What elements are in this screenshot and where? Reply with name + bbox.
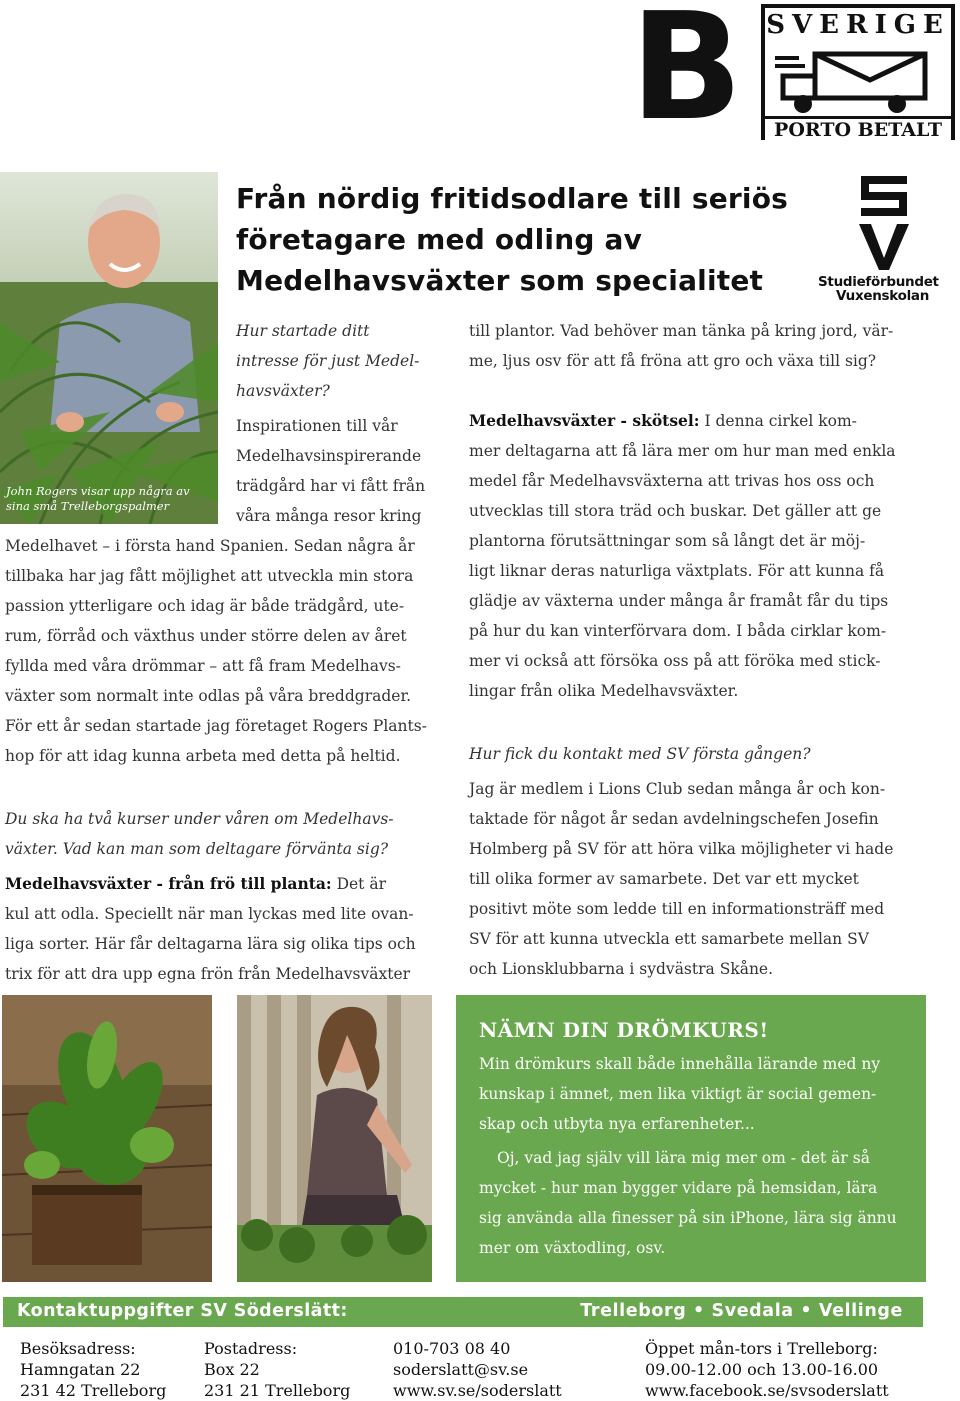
postage-top-text: SVERIGE xyxy=(766,10,950,40)
footer-title: Kontaktuppgifter SV Söderslätt: xyxy=(17,1301,348,1321)
course-2 xyxy=(469,406,896,706)
hours-line: Öppet mån-tors i Trelleborg: xyxy=(645,1339,878,1358)
a1-line: Medelhavsinspirerande xyxy=(236,447,422,465)
a1-line: växter som normalt inte odlas på våra breddgrader. xyxy=(5,687,412,705)
b-logo: B xyxy=(630,0,739,153)
portrait-image xyxy=(0,172,218,524)
course-1-title: Medelhavsväxter - från frö till planta: xyxy=(5,874,332,893)
caption-line: John Rogers visar upp några av xyxy=(6,484,190,498)
q2-line: växter. Vad kan man som deltagare förvänta sig? xyxy=(5,840,389,858)
org-name-line1: Studieförbundet xyxy=(818,274,939,290)
dream-course-p1 xyxy=(479,1049,880,1139)
course-2-line: glädje av växterna under många år framåt får du tips xyxy=(469,592,889,610)
cont-line: till plantor. Vad behöver man tänka på kring jord, vär- xyxy=(469,322,894,340)
website-link[interactable]: www.sv.se/soderslatt xyxy=(393,1381,562,1400)
answer-3 xyxy=(469,774,893,984)
course-2-line: plantorna förutsättningar som så långt det är möj- xyxy=(469,532,866,550)
cont-line: me, ljus osv för att få fröna att gro och växa till sig? xyxy=(469,352,877,370)
org-name-line2: Vuxenskolan xyxy=(836,288,930,304)
course-2-line: mer vi också att försöka oss på att föröka med stick- xyxy=(469,652,881,670)
a3-line: Jag är medlem i Lions Club sedan många år och kon- xyxy=(469,780,886,798)
postal-address xyxy=(204,1338,350,1401)
plant-photo xyxy=(2,995,212,1282)
a3-line: positivt möte som ledde till en informationsträff med xyxy=(469,900,885,918)
postage-truck-icon xyxy=(775,46,941,116)
dream-line: Oj, vad jag själv vill lära mig mer om - det är så xyxy=(497,1149,870,1167)
caption-line: sina små Trelleborgspalmer xyxy=(6,499,170,513)
plant-image xyxy=(2,995,212,1282)
dream-course-title: NÄMN DIN DRÖMKURS! xyxy=(479,1018,769,1042)
question-3: Hur fick du kontakt med SV första gången? xyxy=(469,745,811,763)
a3-line: taktade för något år sedan avdelningschefen Josefin xyxy=(469,810,879,828)
a1-line: rum, förråd och växthus under större delen av året xyxy=(5,627,407,645)
facebook-link[interactable]: www.facebook.se/svsoderslatt xyxy=(645,1381,889,1400)
course-1-first-text: Det är xyxy=(331,875,386,893)
dream-line: skap och utbyta nya erfarenheter... xyxy=(479,1115,755,1133)
opening-hours xyxy=(645,1338,889,1401)
visit-address xyxy=(20,1338,166,1401)
title-line: företagare med odling av xyxy=(236,223,643,256)
question-2 xyxy=(5,804,394,864)
contact-info xyxy=(393,1338,562,1401)
photo-caption xyxy=(6,484,190,514)
email-link[interactable]: soderslatt@sv.se xyxy=(393,1360,529,1379)
dream-line: mer om växtodling, osv. xyxy=(479,1239,666,1257)
course-1-continued xyxy=(469,316,893,376)
a1-line: För ett år sedan startade jag företaget Rogers Plants- xyxy=(5,717,427,735)
question-1 xyxy=(236,316,419,406)
phone-number[interactable]: 010-703 08 40 xyxy=(393,1339,511,1358)
a3-line: SV för att kunna utveckla ett samarbete mellan SV xyxy=(469,930,869,948)
gardener-image xyxy=(237,995,432,1282)
a3-line: och Lionsklubbarna i sydvästra Skåne. xyxy=(469,960,774,978)
a1-line: hop för att idag kunna arbeta med detta på heltid. xyxy=(5,747,401,765)
q2-line: Du ska ha två kurser under våren om Medelhavs- xyxy=(5,810,394,828)
dream-course-p2 xyxy=(479,1143,897,1263)
course-2-line: på hur du kan vinterförvara dom. I båda cirklar kom- xyxy=(469,622,887,640)
q1-line: Hur startade ditt xyxy=(236,322,370,340)
q1-line: intresse för just Medel- xyxy=(236,352,420,370)
course-1-line: liga sorter. Här får deltagarna lära sig olika tips och xyxy=(5,935,416,953)
course-2-line: utvecklas till stora träd och buskar. Det gäller att ge xyxy=(469,502,882,520)
hours-line: 09.00-12.00 och 13.00-16.00 xyxy=(645,1360,879,1379)
gardener-photo xyxy=(237,995,432,1282)
portrait-photo xyxy=(0,172,218,524)
q1-line: havsväxter? xyxy=(236,382,330,400)
a3-line: Holmberg på SV för att höra vilka möjligheter vi hade xyxy=(469,840,894,858)
title-line: Medelhavsväxter som specialitet xyxy=(236,264,764,297)
course-2-first-line xyxy=(469,406,896,436)
postal-line: 231 21 Trelleborg xyxy=(204,1381,351,1400)
course-1 xyxy=(5,869,416,989)
a1-line: Medelhavet – i första hand Spanien. Sedan några år xyxy=(5,537,415,555)
a1-line: Inspirationen till vår xyxy=(236,417,398,435)
postal-line: Box 22 xyxy=(204,1360,260,1379)
postal-line: Postadress: xyxy=(204,1339,298,1358)
course-2-title: Medelhavsväxter - skötsel: xyxy=(469,411,700,430)
course-2-first-text: I denna cirkel kom- xyxy=(699,412,857,430)
visit-line: Besöksadress: xyxy=(20,1339,136,1358)
course-1-line: trix för att dra upp egna frön från Medelhavsväxter xyxy=(5,965,411,983)
course-1-line: kul att odla. Speciellt när man lyckas med lite ovan- xyxy=(5,905,414,923)
page-title xyxy=(236,178,788,301)
answer-1-wide xyxy=(5,531,427,771)
course-2-line: ligt liknar deras naturliga växtplats. För att kunna få xyxy=(469,562,885,580)
dream-line: sig använda alla finesser på sin iPhone, lära sig ännu xyxy=(479,1209,897,1227)
dream-line: mycket - hur man bygger vidare på hemsidan, lära xyxy=(479,1179,878,1197)
title-line: Från nördig fritidsodlare till seriös xyxy=(236,182,789,215)
footer-locations: Trelleborg • Svedala • Vellinge xyxy=(580,1301,903,1321)
course-2-line: mer deltagarna att få lära mer om hur man med enkla xyxy=(469,442,896,460)
a1-line: trädgård har vi fått från xyxy=(236,477,426,495)
postage-stamp xyxy=(761,4,955,140)
course-1-first-line xyxy=(5,869,416,899)
postage-bottom-text: PORTO BETALT xyxy=(765,116,951,143)
sv-logo-icon xyxy=(855,172,913,272)
a1-line: fyllda med våra drömmar – att få fram Medelhavs- xyxy=(5,657,401,675)
dream-course-box xyxy=(456,995,926,1282)
footer-bar xyxy=(3,1297,923,1327)
a3-line: till olika former av samarbete. Det var ett mycket xyxy=(469,870,859,888)
course-2-line: lingar från olika Medelhavsväxter. xyxy=(469,682,739,700)
a1-line: tillbaka har jag fått möjlighet att utveckla min stora xyxy=(5,567,414,585)
dream-line: Min drömkurs skall både innehålla lärande med ny xyxy=(479,1055,881,1073)
answer-1-narrow xyxy=(236,411,425,531)
a1-line: våra många resor kring xyxy=(236,507,422,525)
visit-line: 231 42 Trelleborg xyxy=(20,1381,167,1400)
dream-line: kunskap i ämnet, men lika viktigt är social gemen- xyxy=(479,1085,877,1103)
course-2-line: medel får Medelhavsväxterna att trivas hos oss och xyxy=(469,472,875,490)
visit-line: Hamngatan 22 xyxy=(20,1360,141,1379)
a1-line: passion ytterligare och idag är både trädgård, ute- xyxy=(5,597,405,615)
